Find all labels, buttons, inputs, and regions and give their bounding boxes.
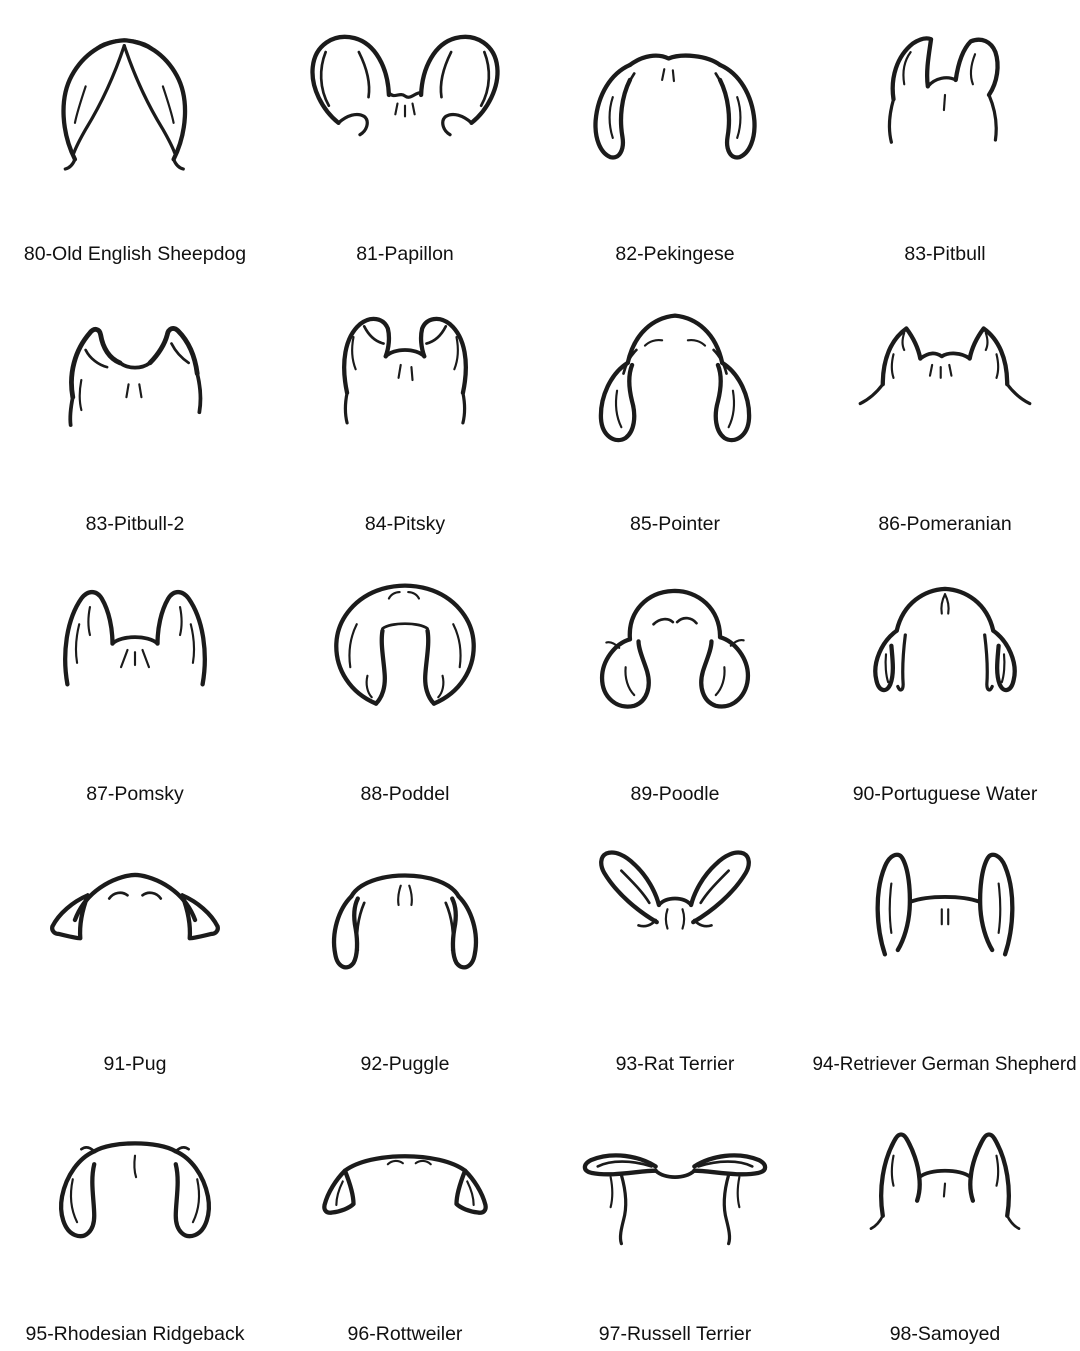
samoyed-cell bbox=[810, 1080, 1080, 1350]
puggle-cell bbox=[270, 810, 540, 1080]
samoyed-ears-drawing bbox=[827, 1104, 1063, 1276]
papillon-cell bbox=[270, 0, 540, 270]
pomsky-label: 87-Pomsky bbox=[86, 783, 184, 805]
rottweiler-ears-drawing bbox=[287, 1104, 523, 1276]
poddel-ears-drawing bbox=[287, 564, 523, 736]
pug-cell bbox=[0, 810, 270, 1080]
papillon-ears-drawing bbox=[287, 24, 523, 196]
russell-terrier-label: 97-Russell Terrier bbox=[598, 1323, 752, 1345]
portuguese-water-ears-drawing bbox=[827, 564, 1063, 736]
retriever-german-shepherd-ears-drawing bbox=[827, 834, 1063, 1006]
rat-terrier-label: 93-Rat Terrier bbox=[615, 1053, 735, 1075]
pomeranian-cell bbox=[810, 270, 1080, 540]
rhodesian-ridgeback-ears-drawing bbox=[17, 1104, 253, 1276]
rhodesian-ridgeback-cell bbox=[0, 1080, 270, 1350]
rat-terrier-ears-drawing bbox=[557, 834, 793, 1006]
pomeranian-ears-drawing bbox=[827, 294, 1063, 466]
pitsky-label: 84-Pitsky bbox=[364, 513, 446, 535]
pitbull-label: 83-Pitbull bbox=[904, 243, 986, 265]
retriever-german-shepherd-cell bbox=[810, 810, 1080, 1080]
pitbull-ears-drawing bbox=[827, 24, 1063, 196]
pitbull-2-label: 83-Pitbull-2 bbox=[85, 513, 185, 535]
pitbull-2-cell bbox=[0, 270, 270, 540]
poddel-label: 88-Poddel bbox=[360, 783, 450, 805]
pointer-label: 85-Pointer bbox=[630, 513, 720, 535]
old-english-sheepdog-cell bbox=[0, 0, 270, 270]
rottweiler-cell bbox=[270, 1080, 540, 1350]
pitbull-cell bbox=[810, 0, 1080, 270]
rottweiler-label: 96-Rottweiler bbox=[347, 1323, 463, 1345]
pitsky-ears-drawing bbox=[287, 294, 523, 466]
poodle-cell bbox=[540, 540, 810, 810]
pomsky-ears-drawing bbox=[17, 564, 253, 736]
pug-label: 91-Pug bbox=[103, 1053, 167, 1075]
pointer-cell bbox=[540, 270, 810, 540]
pug-ears-drawing bbox=[17, 834, 253, 1006]
puggle-label: 92-Puggle bbox=[360, 1053, 450, 1075]
pomsky-cell bbox=[0, 540, 270, 810]
poodle-ears-drawing bbox=[557, 564, 793, 736]
pomeranian-label: 86-Pomeranian bbox=[878, 513, 1012, 535]
portuguese-water-label: 90-Portuguese Water bbox=[852, 783, 1038, 805]
rhodesian-ridgeback-label: 95-Rhodesian Ridgeback bbox=[25, 1323, 245, 1345]
pointer-ears-drawing bbox=[557, 294, 793, 466]
portuguese-water-cell bbox=[810, 540, 1080, 810]
papillon-label: 81-Papillon bbox=[356, 243, 454, 265]
rat-terrier-cell bbox=[540, 810, 810, 1080]
pekingese-cell bbox=[540, 0, 810, 270]
retriever-german-shepherd-label: 94-Retriever German Shepherd bbox=[812, 1053, 1078, 1075]
old-english-sheepdog-ears-drawing bbox=[17, 24, 253, 196]
puggle-ears-drawing bbox=[287, 834, 523, 1006]
pekingese-label: 82-Pekingese bbox=[615, 243, 735, 265]
russell-terrier-cell bbox=[540, 1080, 810, 1350]
old-english-sheepdog-label: 80-Old English Sheepdog bbox=[23, 243, 247, 265]
russell-terrier-ears-drawing bbox=[557, 1104, 793, 1276]
pitbull-2-ears-drawing bbox=[17, 294, 253, 466]
poddel-cell bbox=[270, 540, 540, 810]
pekingese-ears-drawing bbox=[557, 24, 793, 196]
samoyed-label: 98-Samoyed bbox=[889, 1323, 1001, 1345]
pitsky-cell bbox=[270, 270, 540, 540]
poodle-label: 89-Poodle bbox=[630, 783, 720, 805]
